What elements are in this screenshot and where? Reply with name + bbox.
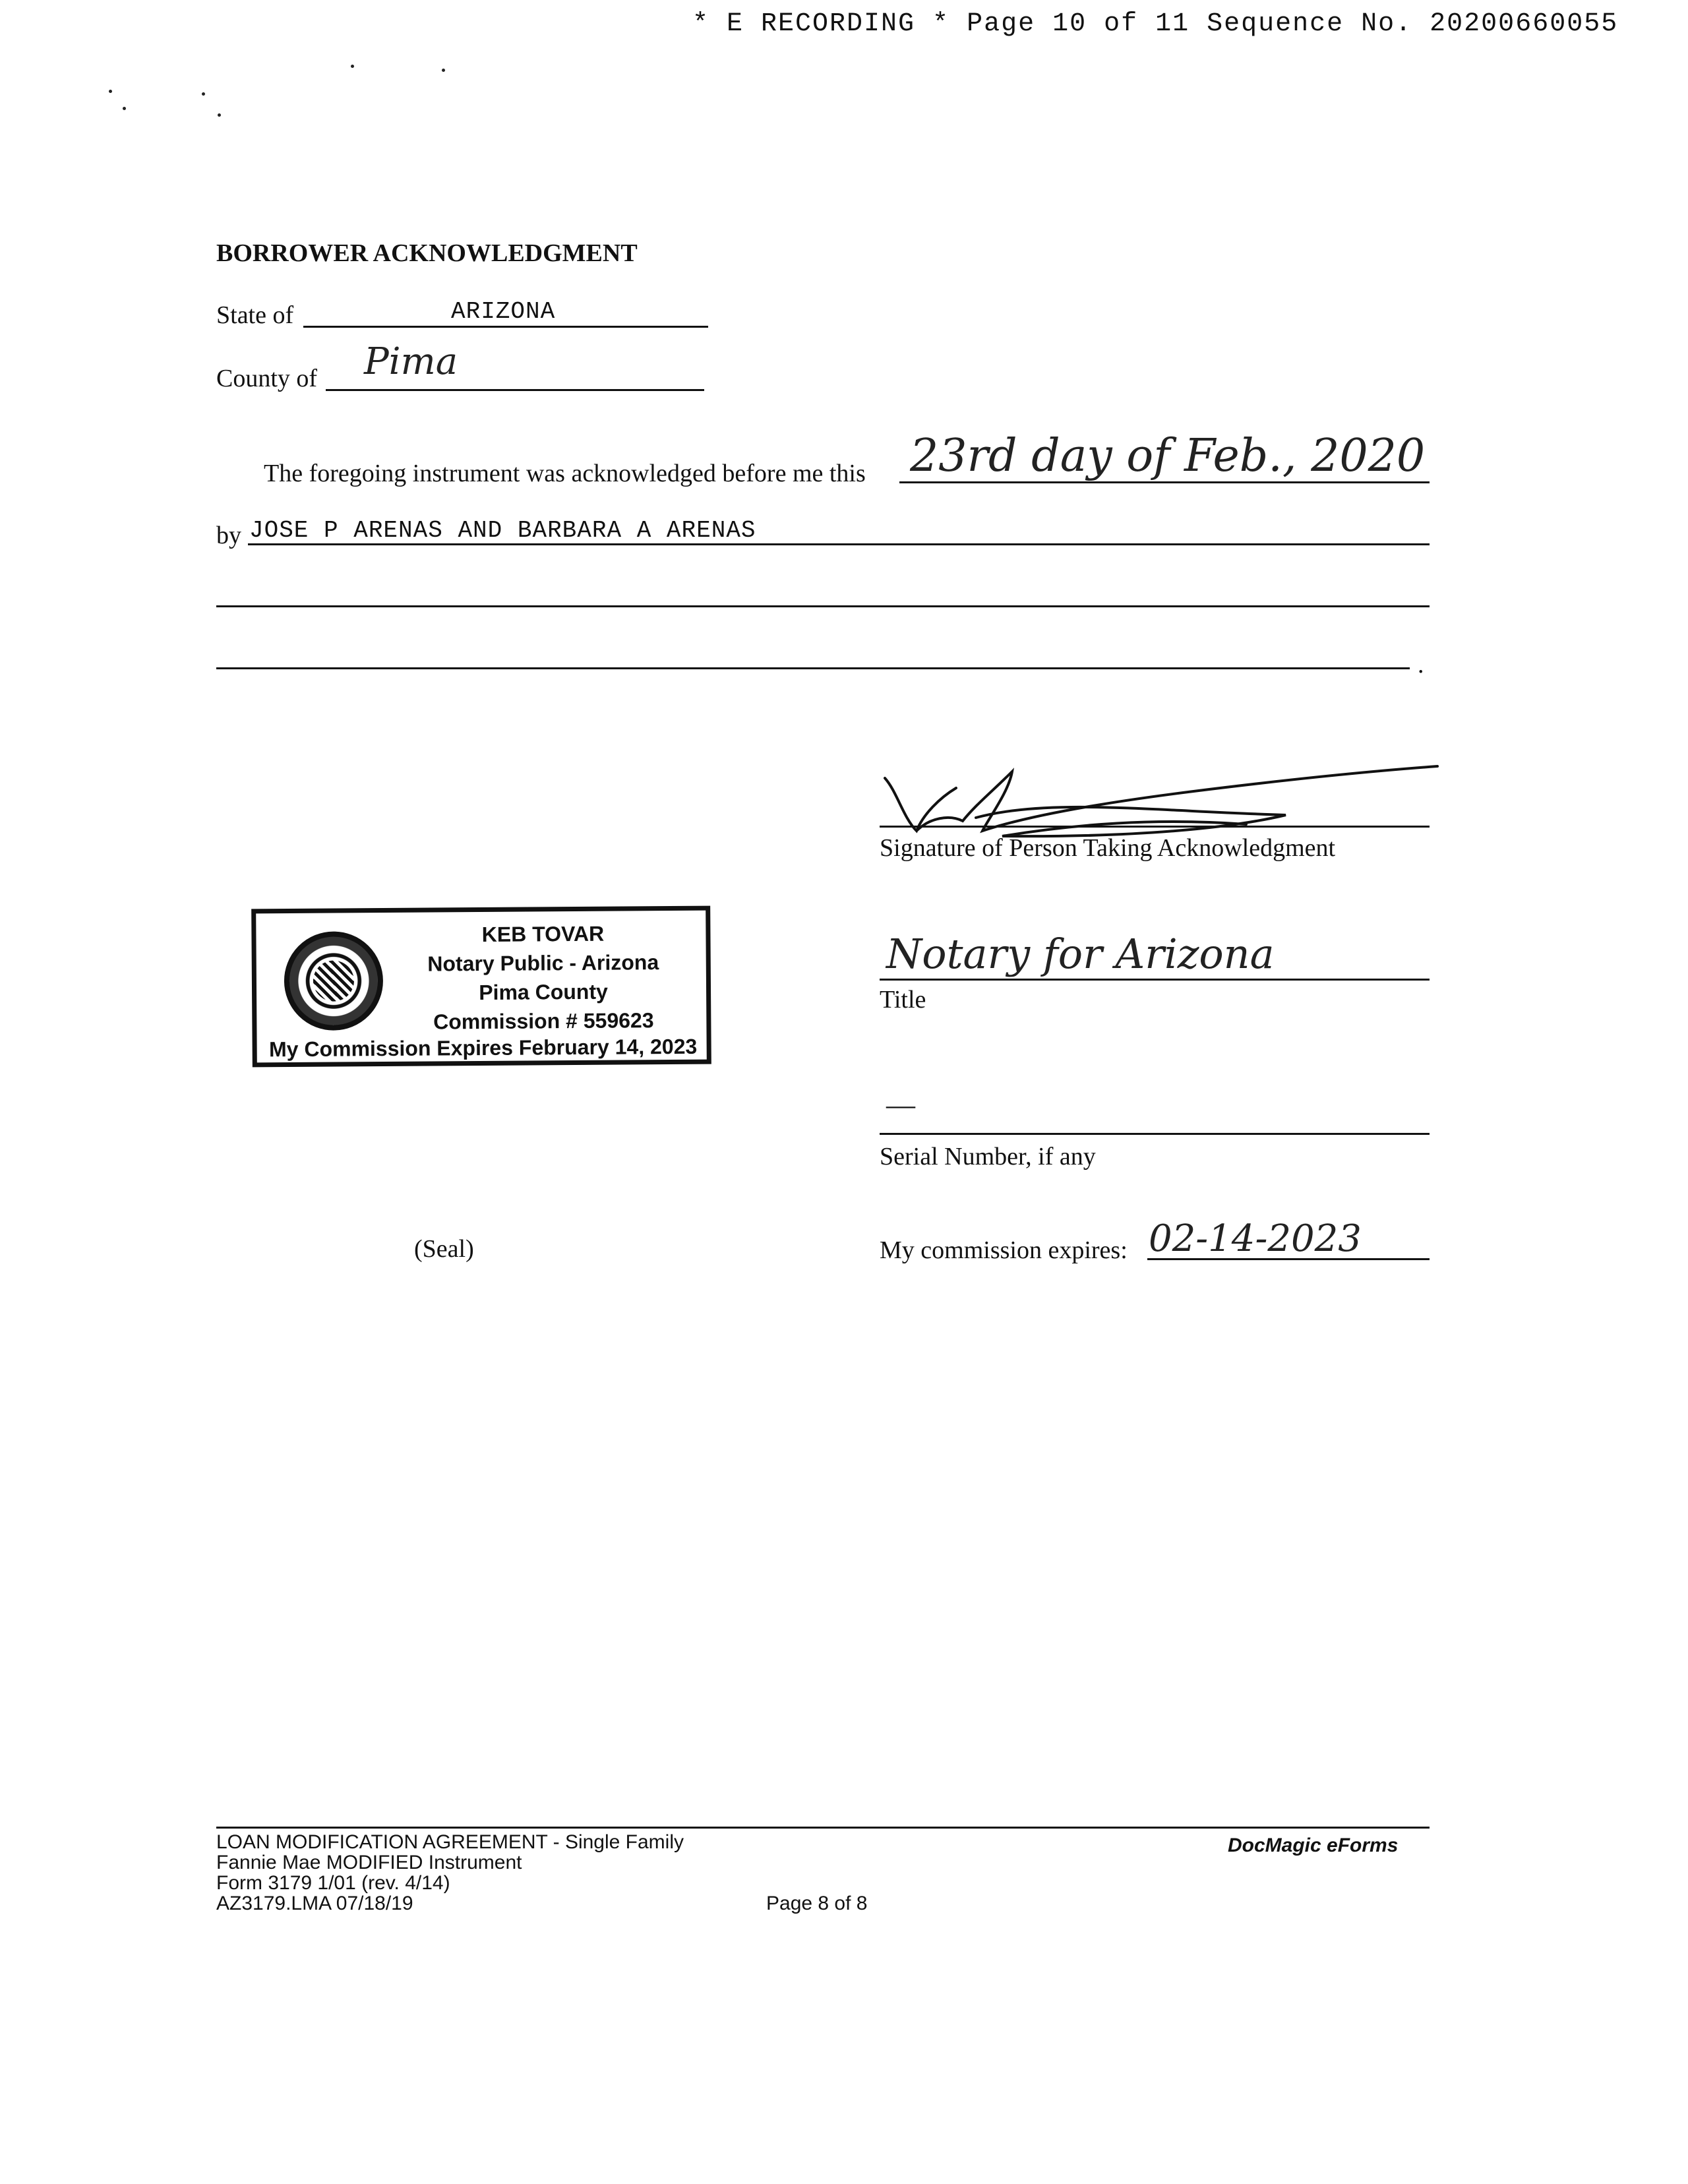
footer-line-1: LOAN MODIFICATION AGREEMENT - Single Family: [216, 1831, 684, 1853]
footer-form-info: [216, 1832, 684, 1914]
footer-line-3: Form 3179 1/01 (rev. 4/14): [216, 1872, 450, 1894]
blank-line-2: [216, 667, 1410, 669]
serial-handwritten-value: —: [886, 1089, 915, 1121]
blank-line-1: [216, 605, 1430, 607]
arizona-state-seal-icon: [284, 931, 383, 1031]
scan-speck: [442, 69, 445, 72]
recording-header: * E RECORDING * Page 10 of 11 Sequence No. 20200660055: [692, 9, 1619, 39]
scan-speck: [109, 90, 112, 93]
borrower-names: JOSE P ARENAS AND BARBARA A ARENAS: [249, 517, 756, 544]
seal-label: (Seal): [414, 1235, 474, 1263]
serial-label: Serial Number, if any: [880, 1143, 1096, 1170]
state-label: State of: [216, 301, 294, 329]
serial-line: [880, 1133, 1430, 1135]
scan-speck: [218, 113, 221, 117]
title-label: Title: [880, 986, 926, 1014]
signature-line: [880, 826, 1430, 828]
stamp-commission-number: Commission # 559623: [433, 1008, 654, 1034]
notary-stamp: [251, 906, 711, 1068]
footer-line-4: AZ3179.LMA 07/18/19: [216, 1893, 413, 1914]
acknowledged-handwritten-date: 23rd day of Feb., 2020: [910, 430, 1426, 482]
title-line: [880, 979, 1430, 981]
footer-rule: [216, 1827, 1430, 1829]
commission-expires-label: My commission expires:: [880, 1236, 1128, 1264]
signature-label: Signature of Person Taking Acknowledgment: [880, 834, 1336, 862]
title-handwritten-value: Notary for Arizona: [886, 930, 1275, 978]
acknowledged-text: The foregoing instrument was acknowledged before me this: [264, 460, 866, 487]
by-label: by: [216, 522, 241, 549]
county-field-line: [326, 389, 704, 391]
commission-expires-handwritten-value: 02-14-2023: [1149, 1217, 1362, 1260]
form-title: BORROWER ACKNOWLEDGMENT: [216, 239, 638, 267]
stamp-commission-expires: My Commission Expires February 14, 2023: [268, 1034, 698, 1062]
stamp-county: Pima County: [479, 979, 608, 1005]
scan-speck: [202, 92, 205, 96]
scan-speck: [123, 107, 126, 110]
state-field-line: [303, 326, 708, 328]
county-handwritten-value: Pima: [364, 340, 458, 383]
footer-line-2: Fannie Mae MODIFIED Instrument: [216, 1852, 522, 1873]
stamp-notary-name: KEB TOVAR: [481, 921, 605, 946]
stamp-notary-public: Notary Public - Arizona: [427, 950, 659, 976]
state-value: ARIZONA: [451, 298, 556, 325]
footer-page-number: Page 8 of 8: [766, 1893, 868, 1914]
scan-speck: [351, 65, 354, 68]
trailing-period: .: [1418, 651, 1424, 679]
county-label: County of: [216, 365, 318, 392]
docmagic-logo: DocMagic eForms: [1228, 1835, 1399, 1856]
